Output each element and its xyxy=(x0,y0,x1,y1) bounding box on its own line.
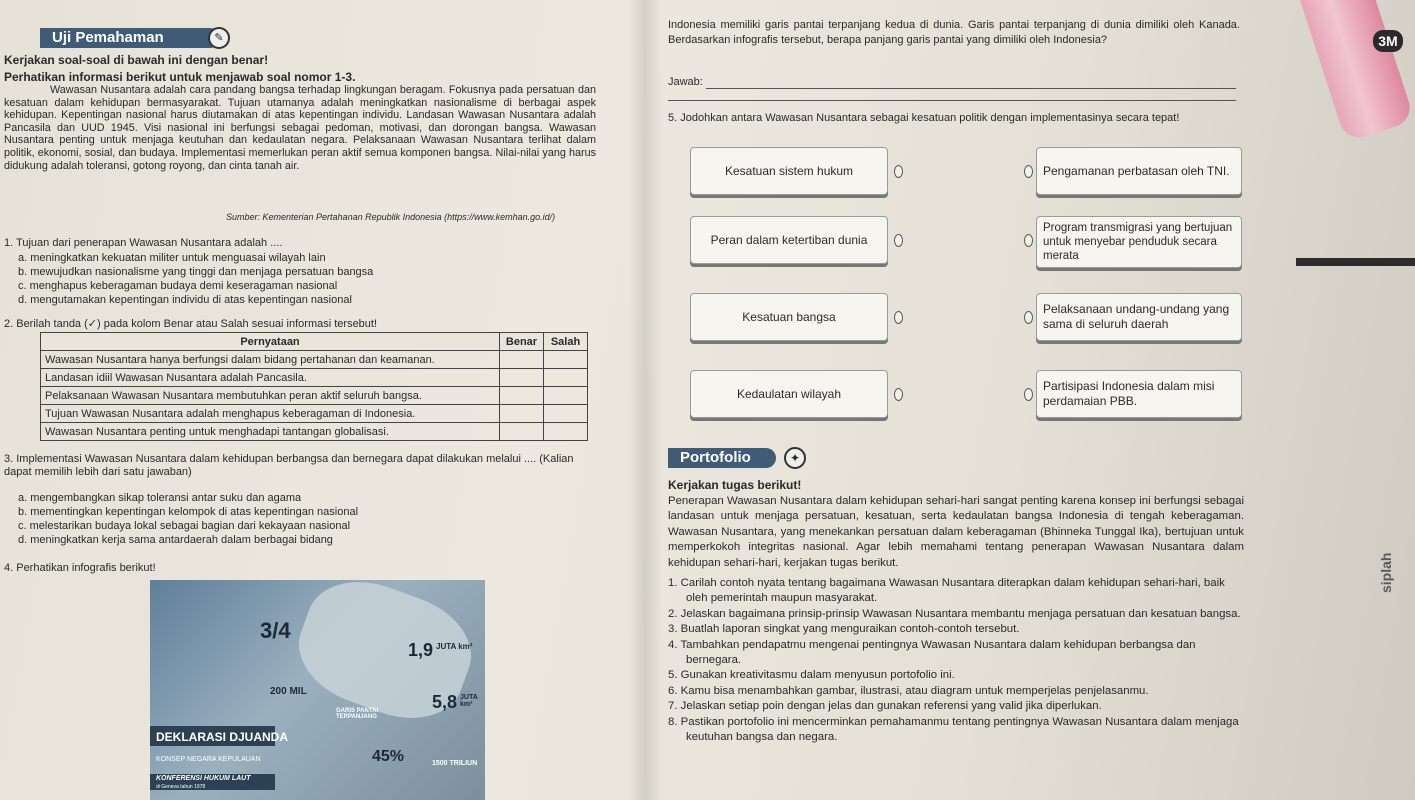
question-4-continued: Indonesia memiliki garis pantai terpanjang kedua di dunia. Garis pantai terpanjang di dunia dimiliki oleh Kanada. Berdasarkan infografis tersebut, berapa panjang garis pantai yang dimiliki oleh Indonesia? xyxy=(668,19,1240,46)
statement-cell: Wawasan Nusantara penting untuk menghadapi tantangan globalisasi. xyxy=(41,423,500,441)
list-item: 7. Jelaskan setiap poin dengan jelas dan gunakan referensi yang valid jika diperlukan. xyxy=(668,700,1102,713)
statement-cell: Pelaksanaan Wawasan Nusantara membutuhkan peran aktif seluruh bangsa. xyxy=(41,387,500,405)
ig-area-1: 1,9 xyxy=(408,640,434,660)
column-header-statement: Pernyataan xyxy=(41,333,500,351)
intro-text: Perhatikan informasi berikut untuk menjawab soal nomor 1-3. xyxy=(4,70,356,84)
q1-option-d[interactable]: d. mengutamakan kepentingan individu di atas kepentingan nasional xyxy=(18,294,352,306)
ig-coastline: GARIS PANTAI TERPANJANG xyxy=(336,708,379,720)
ig-area-2-unit: JUTA km² xyxy=(460,694,478,708)
question-5: 5. Jodohkan antara Wawasan Nusantara sebagai kesatuan politik dengan implementasinya secara tepat! xyxy=(668,112,1180,124)
match-right-label: Partisipasi Indonesia dalam misi perdamaian PBB. xyxy=(1043,379,1215,408)
correction-tape xyxy=(1300,0,1415,143)
q3-option-b[interactable]: b. mementingkan kepentingan kelompok di atas kepentingan nasional xyxy=(18,506,359,518)
false-checkbox[interactable] xyxy=(544,405,588,423)
list-item: 8. Pastikan portofolio ini mencerminkan pemahamanmu tentang pentingnya Wawasan Nusantara dalam menjaga keutuhan bangsa dan negara. xyxy=(668,715,1239,744)
list-item: 4. Tambahkan pendapatmu mengenai pentingnya Wawasan Nusantara dalam kehidupan berbangsa dan bernegara. xyxy=(668,638,1196,667)
question-1: 1. Tujuan dari penerapan Wawasan Nusantara adalah .... xyxy=(4,237,283,249)
match-left-dot[interactable] xyxy=(894,165,903,178)
match-left-item[interactable] xyxy=(690,370,888,418)
true-checkbox[interactable] xyxy=(500,369,544,387)
match-left-item[interactable] xyxy=(690,216,888,264)
match-left-item[interactable] xyxy=(690,147,888,195)
list-item: 5. Gunakan kreativitasmu dalam menyusun portofolio ini. xyxy=(668,669,955,682)
false-checkbox[interactable] xyxy=(544,423,588,441)
instruction: Kerjakan soal-soal di bawah ini dengan benar! xyxy=(4,53,269,67)
list-item: 6. Kamu bisa menambahkan gambar, ilustrasi, atau diagram untuk memperjelas penjelasanmu. xyxy=(668,684,1149,697)
match-left-label: Kedaulatan wilayah xyxy=(736,386,842,401)
true-checkbox[interactable] xyxy=(500,423,544,441)
table-row xyxy=(41,423,588,441)
ig-fraction: 3/4 xyxy=(260,618,291,643)
answer-label: Jawab: xyxy=(668,76,703,88)
column-header-false: Salah xyxy=(544,333,588,351)
match-left-label: Kesatuan sistem hukum xyxy=(724,163,854,178)
true-checkbox[interactable] xyxy=(500,405,544,423)
statement-cell: Landasan idiil Wawasan Nusantara adalah Pancasila. xyxy=(41,369,500,387)
match-left-item[interactable] xyxy=(690,293,888,341)
match-right-dot[interactable] xyxy=(1024,388,1033,401)
statement-cell: Tujuan Wawasan Nusantara adalah menghapus keberagaman di Indonesia. xyxy=(41,405,500,423)
siplah-logo: siplah xyxy=(1378,552,1394,594)
match-right-item[interactable] xyxy=(1036,216,1242,268)
match-left-dot[interactable] xyxy=(894,311,903,324)
ig-miles: 200 MIL xyxy=(270,686,307,697)
portfolio-task-list xyxy=(668,576,1246,745)
source-citation: Sumber: Kementerian Pertahanan Republik Indonesia (https://www.kemhan.go.id/) xyxy=(226,212,556,222)
portfolio-banner: Portofolio xyxy=(668,448,776,468)
match-left-dot[interactable] xyxy=(894,234,903,247)
match-right-item[interactable] xyxy=(1036,370,1242,418)
match-right-label: Pelaksanaan undang-undang yang sama di seluruh daerah xyxy=(1043,302,1230,331)
ig-title: DEKLARASI DJUANDA xyxy=(156,730,289,744)
match-left-label: Kesatuan bangsa xyxy=(742,309,836,324)
ig-footer: KONFERENSI HUKUM LAUT xyxy=(156,775,251,782)
table-row xyxy=(41,351,588,369)
list-item: 3. Buatlah laporan singkat yang menguraikan contoh-contoh tersebut. xyxy=(668,623,1020,636)
list-item: 1. Carilah contoh nyata tentang bagaimana Wawasan Nusantara diterapkan dalam kehidupan sehari-hari, baik oleh pemerintah maupun masyarakat. xyxy=(668,577,1225,605)
false-checkbox[interactable] xyxy=(544,387,588,405)
ig-percent: 45% xyxy=(372,748,405,765)
q1-option-b[interactable]: b. mewujudkan nasionalisme yang tinggi dan menjaga persatuan bangsa xyxy=(18,266,374,278)
portfolio-task-title: Kerjakan tugas berikut! xyxy=(668,478,802,492)
portfolio-intro: Penerapan Wawasan Nusantara dalam kehidupan sehari-hari sangat penting karena konsep ini berfungsi sebagai landasan untuk menjaga persatuan, kesatuan, serta kedaulatan bangsa Indonesia di tengah keberagaman. Wawasan Nusantara, yang menekankan persatuan dalam keberagaman (Bhinneka Tunggal Ika), bertujuan untuk memperkokoh integritas nasional. Agar lebih memahami tentang penerapan Wawasan Nusantara dalam kehidupan sehari-hari, kerjakan tugas berikut. xyxy=(668,495,1244,569)
ig-area-1-unit: JUTA km² xyxy=(436,642,473,651)
q3-option-c[interactable]: c. melestarikan budaya lokal sebagai bagian dari kekayaan nasional xyxy=(18,520,351,532)
false-checkbox[interactable] xyxy=(544,369,588,387)
ig-subtitle: KONSEP NEGARA KEPULAUAN xyxy=(156,756,261,763)
book-gutter xyxy=(628,0,662,800)
table-row xyxy=(41,369,588,387)
q3-option-a[interactable]: a. mengembangkan sikap toleransi antar suku dan agama xyxy=(18,492,302,504)
brand-badge: 3M xyxy=(1373,30,1403,52)
match-right-dot[interactable] xyxy=(1024,234,1033,247)
match-right-dot[interactable] xyxy=(1024,165,1033,178)
brain-icon: ✎ xyxy=(208,27,230,49)
question-3: 3. Implementasi Wawasan Nusantara dalam kehidupan berbangsa dan bernegara dapat dilakukan melalui .... (Kalian dapat memilih lebih dari satu jawaban) xyxy=(4,453,574,478)
passage: Wawasan Nusantara adalah cara pandang bangsa terhadap lingkungan beragam. Fokusnya pada persatuan dan kesatuan dalam kehidupan bermasyarakat. Tujuan utamanya adalah meningkatkan nasionalisme di berbagai aspek kehidupan. Kepentingan nasional harus diutamakan di atas kepentingan individu. Landasan Wawasan Nusantara adalah Pancasila dan UUD 1945. Visi nasional ini berfungsi sebagai pedoman, motivasi, dan dorongan bangsa. Wawasan Nusantara penting untuk menjaga keutuhan dan kedaulatan negara. Pelaksanaan Wawasan Nusantara terlihat dalam politik, ekonomi, sosial, dan budaya. Implementasi memerlukan peran aktif semua komponen bangsa. Nilai-nilai yang harus didukung adalah toleransi, gotong royong, dan cinta tanah air. xyxy=(4,84,596,172)
true-checkbox[interactable] xyxy=(500,351,544,369)
match-left-label: Peran dalam ketertiban dunia xyxy=(710,232,868,247)
column-header-true: Benar xyxy=(500,333,544,351)
list-item: 2. Jelaskan bagaimana prinsip-prinsip Wawasan Nusantara membantu menjaga persatuan dan kesatuan bangsa. xyxy=(668,607,1241,620)
table-row xyxy=(41,405,588,423)
question-4: 4. Perhatikan infografis berikut! xyxy=(4,562,156,574)
q3-option-d[interactable]: d. meningkatkan kerja sama antardaerah dalam berbagai bidang xyxy=(18,534,333,546)
match-left-dot[interactable] xyxy=(894,388,903,401)
match-right-label: Pengamanan perbatasan oleh TNI. xyxy=(1043,163,1230,178)
match-right-item[interactable] xyxy=(1036,293,1242,341)
answer-line[interactable] xyxy=(706,88,1236,89)
statement-cell: Wawasan Nusantara hanya berfungsi dalam bidang pertahanan dan keamanan. xyxy=(41,351,500,369)
ig-trillion: 1500 TRILIUN xyxy=(432,760,478,767)
infographic xyxy=(150,580,485,800)
match-right-item[interactable] xyxy=(1036,147,1242,195)
false-checkbox[interactable] xyxy=(544,351,588,369)
q1-option-c[interactable]: c. menghapus keberagaman budaya demi keseragaman nasional xyxy=(18,280,338,292)
true-false-table xyxy=(40,332,588,441)
table-row xyxy=(41,387,588,405)
section-banner: Uji Pemahaman xyxy=(40,28,220,48)
answer-line[interactable] xyxy=(668,100,1236,101)
true-checkbox[interactable] xyxy=(500,387,544,405)
question-2: 2. Berilah tanda (✓) pada kolom Benar atau Salah sesuai informasi tersebut! xyxy=(4,318,378,330)
ig-footer-sub: di Geneva tahun 1978 xyxy=(156,784,206,790)
ig-area-2: 5,8 xyxy=(432,692,458,712)
match-right-label: Program transmigrasi yang bertujuan untuk menyebar penduduk secara merata xyxy=(1043,222,1233,262)
palette-icon: ✦ xyxy=(784,447,806,469)
q1-option-a[interactable]: a. meningkatkan kekuatan militer untuk menguasai wilayah lain xyxy=(18,252,326,264)
match-right-dot[interactable] xyxy=(1024,311,1033,324)
desk-edge xyxy=(1296,258,1415,266)
